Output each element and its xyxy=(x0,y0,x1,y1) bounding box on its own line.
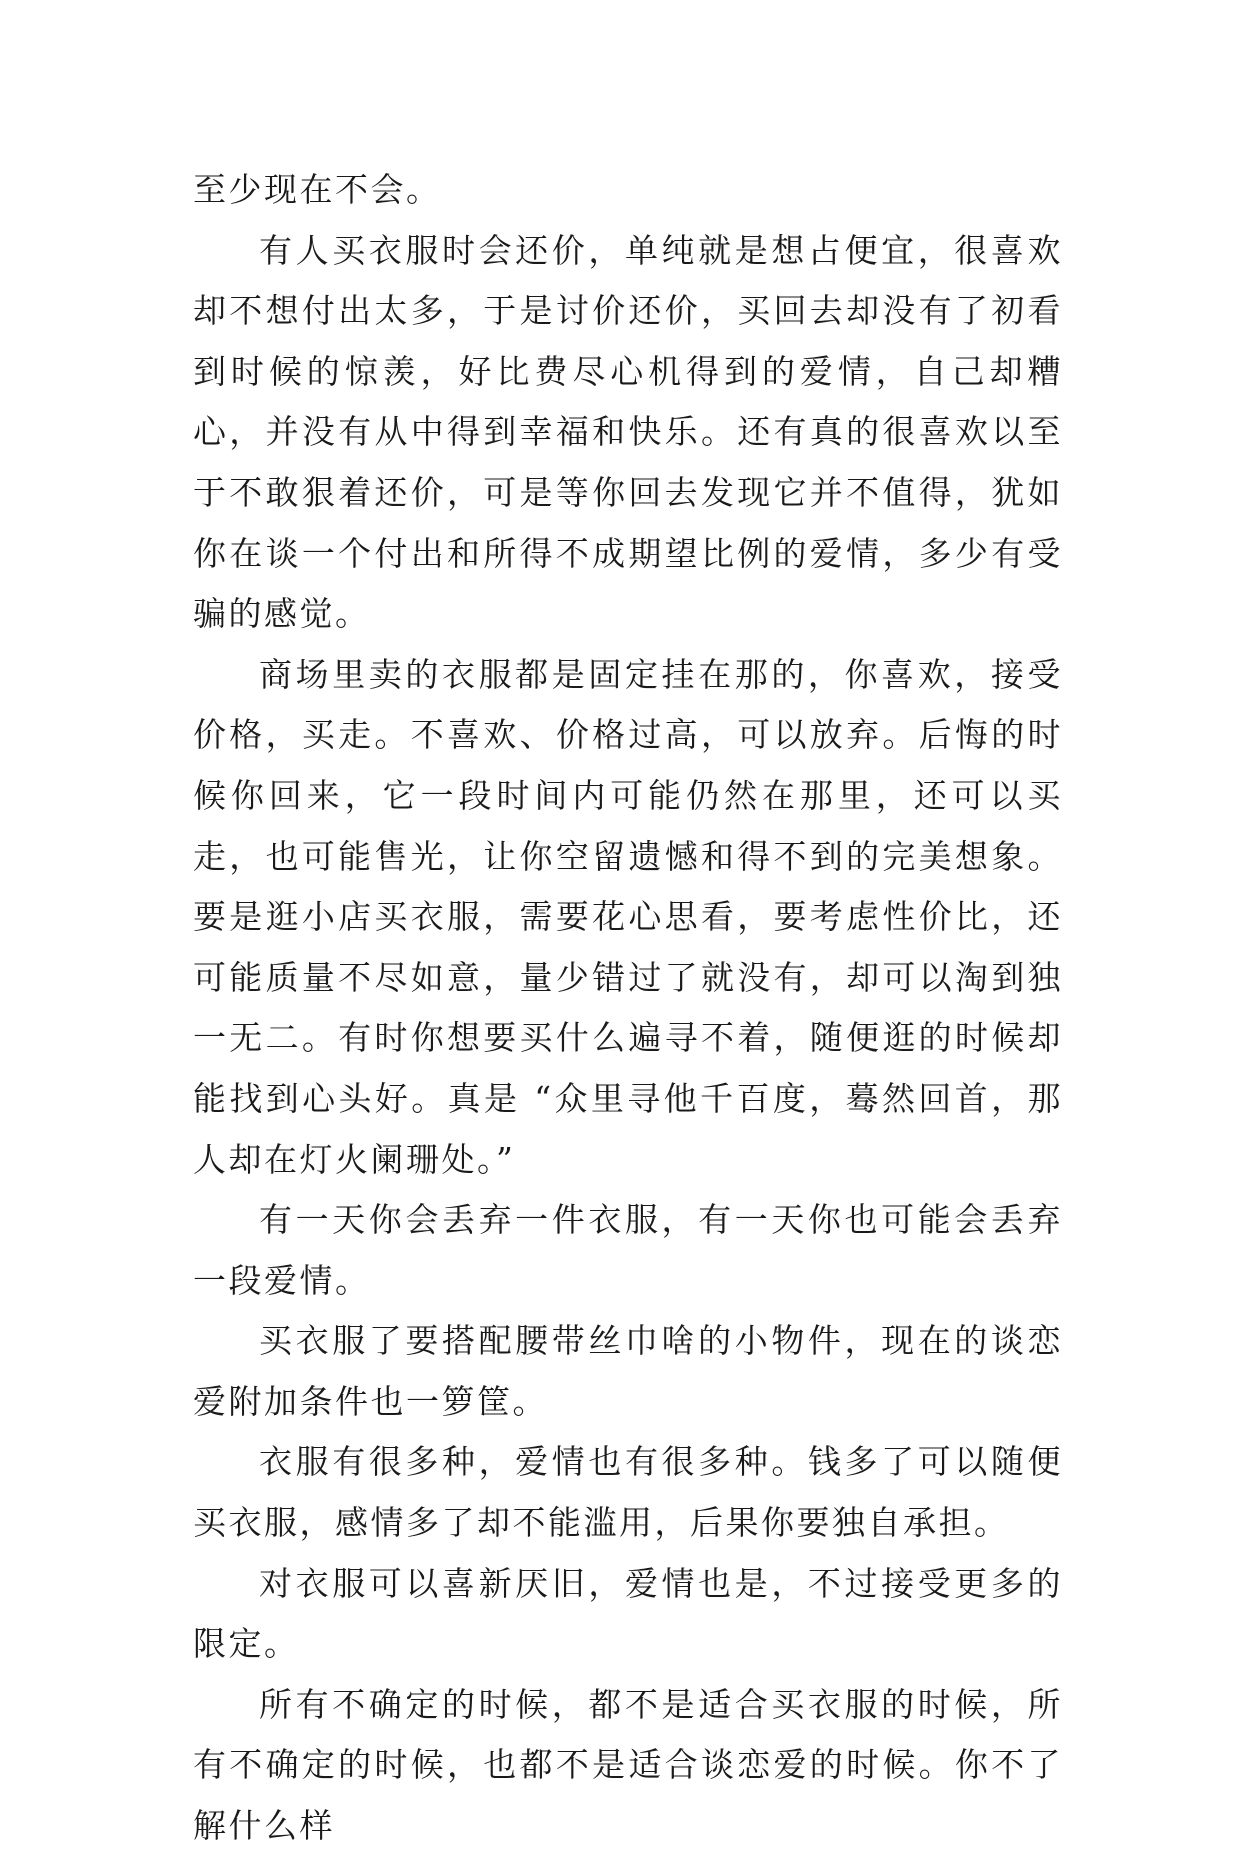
paragraph-accessories: 买衣服了要搭配腰带丝巾啥的小物件，现在的谈恋爱附加条件也一箩筐。 xyxy=(193,1321,1063,1421)
paragraph-bargaining: 有人买衣服时会还价，单纯就是想占便宜，很喜欢却不想付出太多，于是讨价还价，买回去却没有了初看到时候的惊羡，好比费尽心机得到的爱情，自己却糟心，并没有从中得到幸福和快乐。还有真的很喜欢以至于不敢狠着还价，可是等你回去发现它并不值得，犹如你在谈一个付出和所得不成期望比例的爱情，多少有受骗的感觉。 xyxy=(193,230,1063,634)
paragraph-discard: 有一天你会丢弃一件衣服，有一天你也可能会丢弃一段爱情。 xyxy=(193,1200,1063,1300)
paragraph-uncertain-times: 所有不确定的时候，都不是适合买衣服的时候，所有不确定的时候，也都不是适合谈恋爱的时候。你不了解什么样 xyxy=(193,1684,1063,1846)
paragraph-many-kinds: 衣服有很多种，爱情也有很多种。钱多了可以随便买衣服，感情多了却不能滥用，后果你要独自承担。 xyxy=(193,1442,1063,1543)
paragraph-new-over-old: 对衣服可以喜新厌旧，爱情也是，不过接受更多的限定。 xyxy=(193,1563,1063,1664)
paragraph-mall-vs-shop: 商场里卖的衣服都是固定挂在那的，你喜欢，接受价格，买走。不喜欢、价格过高，可以放弃。后悔的时候你回来，它一段时间内可能仍然在那里，还可以买走，也可能售光，让你空留遗憾和得不到的完美想象。要是逛小店买衣服，需要花心思看，要考虑性价比，还可能质量不尽如意，量少错过了就没有，却可以淘到独一无二。有时你想要买什么遍寻不着，随便逛的时候却能找到心头好。真是 “众里寻他千百度，蓦然回首，那人却在灯火阑珊处。” xyxy=(193,654,1063,1179)
body-text xyxy=(193,160,1063,1857)
paragraph-continuation: 至少现在不会。 xyxy=(193,170,442,209)
